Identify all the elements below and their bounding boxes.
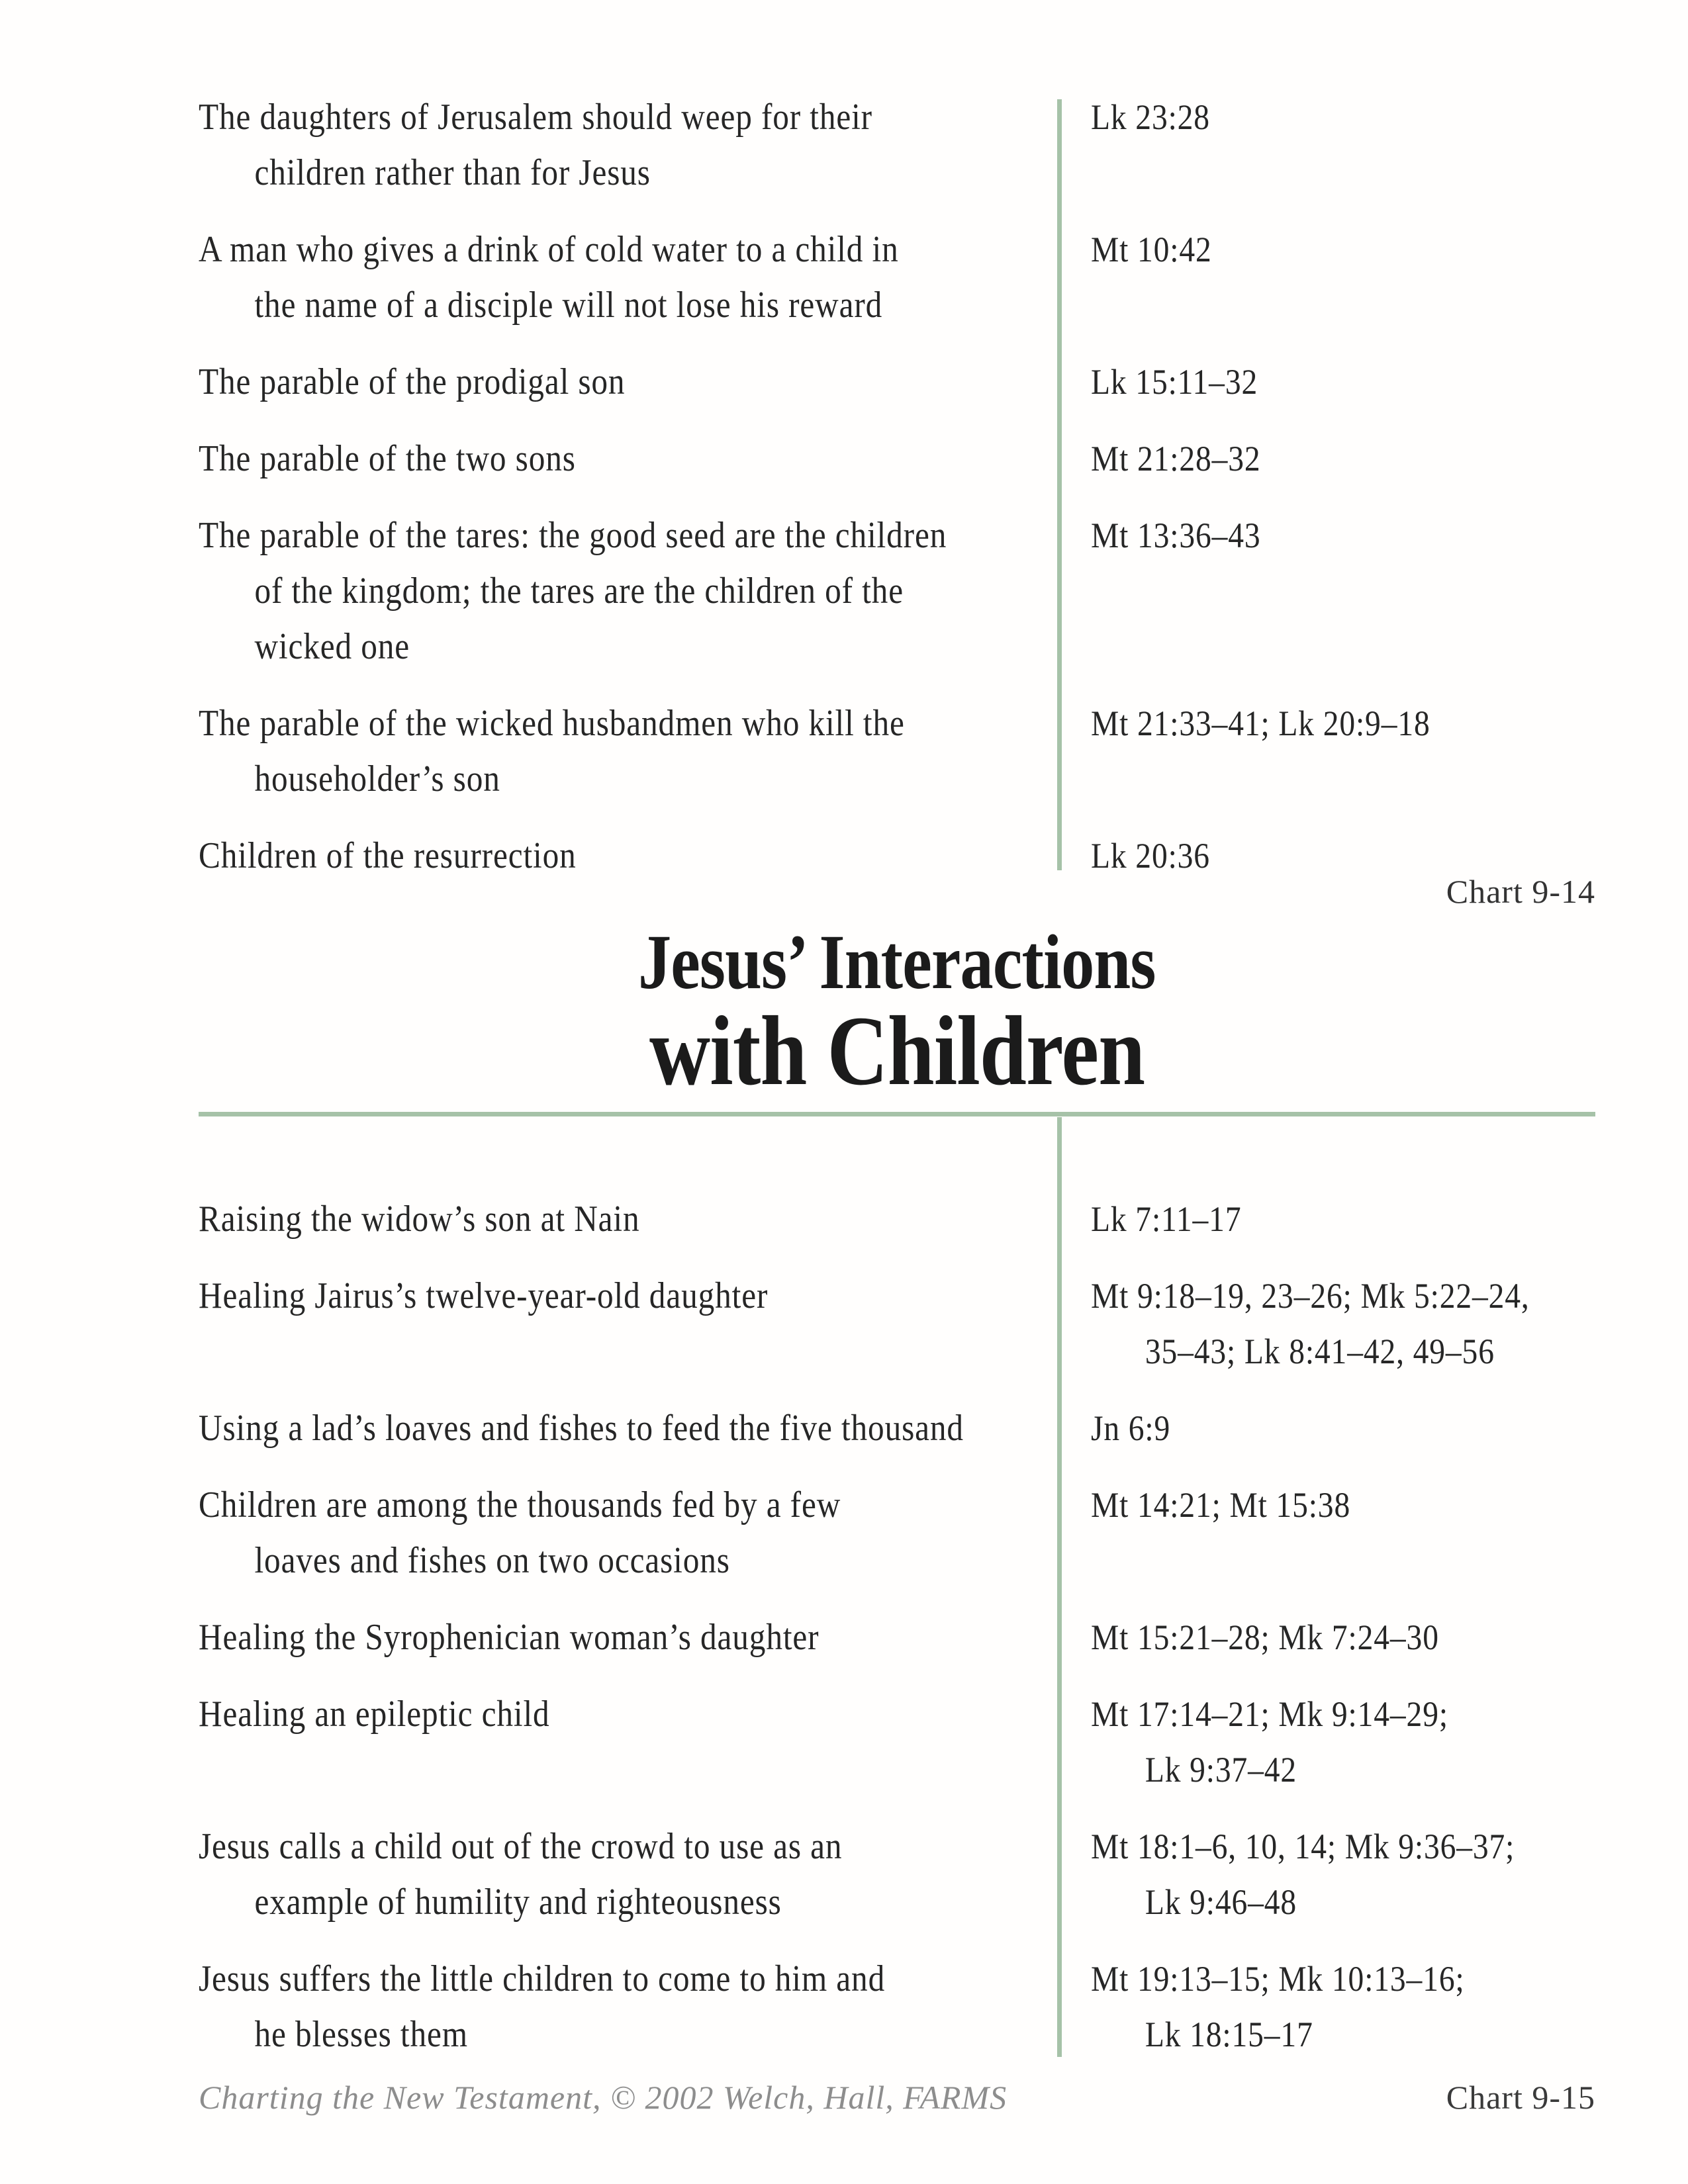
description-line: children rather than for Jesus (254, 152, 651, 193)
reference-line: Mt 21:33–41; Lk 20:9–18 (1091, 704, 1430, 743)
copyright-text: Charting the New Testament, © 2002 Welch, Hall, FARMS (199, 2079, 1008, 2116)
reference-line: Mt 9:18–19, 23–26; Mk 5:22–24, (1091, 1276, 1530, 1316)
description-line: the name of a disciple will not lose his reward (254, 285, 883, 326)
description-line: Jesus suffers the little children to come to him and (199, 1958, 886, 1999)
reference-line: Mt 18:1–6, 10, 14; Mk 9:36–37; (1091, 1827, 1515, 1866)
description-line: householder’s son (254, 758, 500, 799)
column-divider (1057, 1117, 1062, 2057)
description-line: Healing an epileptic child (199, 1694, 550, 1735)
row-reference (1091, 1268, 1594, 1379)
table-row (199, 1477, 1595, 1588)
row-description (199, 1610, 1023, 1665)
description-line: Healing the Syrophenician woman’s daughter (199, 1617, 820, 1658)
row-reference (1091, 222, 1594, 277)
table-row (199, 89, 1595, 201)
row-description (199, 1268, 1023, 1324)
table-row (199, 222, 1595, 333)
chart-title-line-1: Jesus’ Interactions (638, 919, 1156, 1005)
row-description (199, 431, 1023, 486)
description-line: Children are among the thousands fed by a few (199, 1484, 841, 1525)
row-description (199, 1477, 1023, 1588)
reference-line: Mt 14:21; Mt 15:38 (1091, 1485, 1351, 1525)
row-reference (1091, 508, 1594, 563)
row-reference (1091, 1819, 1594, 1930)
row-reference (1091, 431, 1594, 486)
table-row (199, 508, 1595, 674)
row-description (199, 1191, 1023, 1247)
reference-line: Jn 6:9 (1091, 1408, 1171, 1448)
table-row (199, 1686, 1595, 1797)
chart-title-line-2: with Children (649, 996, 1145, 1106)
reference-line: Lk 18:15–17 (1145, 2015, 1313, 2054)
row-description (199, 1686, 1023, 1742)
reference-line: Lk 9:37–42 (1145, 1750, 1297, 1790)
chart-title (199, 919, 1595, 1106)
description-line: Using a lad’s loaves and fishes to feed the five thousand (199, 1408, 964, 1449)
reference-line: Mt 13:36–43 (1091, 516, 1261, 555)
description-line: he blesses them (254, 2014, 468, 2055)
description-line: Raising the widow’s son at Nain (199, 1199, 640, 1240)
row-description (199, 222, 1023, 333)
description-line: Healing Jairus’s twelve-year-old daughter (199, 1275, 769, 1316)
description-line: The parable of the wicked husbandmen who kill the (199, 703, 905, 744)
row-description (199, 354, 1023, 410)
column-divider (1057, 99, 1062, 870)
reference-line: Mt 21:28–32 (1091, 439, 1261, 478)
row-description (199, 696, 1023, 807)
table-row (199, 1610, 1595, 1665)
row-reference (1091, 89, 1594, 145)
row-reference (1091, 354, 1594, 410)
chart-9-14-label: Chart 9-14 (1446, 873, 1595, 910)
description-line: example of humility and righteousness (254, 1882, 782, 1923)
reference-line: Lk 15:11–32 (1091, 362, 1258, 402)
table-row (199, 1400, 1595, 1456)
table-row (199, 1268, 1595, 1379)
row-reference (1091, 1686, 1594, 1797)
table-row (199, 354, 1595, 410)
reference-line: Mt 17:14–21; Mk 9:14–29; (1091, 1694, 1448, 1734)
row-description (199, 1400, 1023, 1456)
table-row (199, 1951, 1595, 2062)
chart-9-14-table (199, 89, 1595, 905)
description-line: wicked one (254, 626, 410, 667)
reference-line: Lk 20:36 (1091, 836, 1210, 876)
row-description (199, 828, 1023, 884)
description-line: The parable of the two sons (199, 438, 576, 479)
description-line: Children of the resurrection (199, 835, 577, 876)
table-row (199, 696, 1595, 807)
reference-line: Mt 19:13–15; Mk 10:13–16; (1091, 1959, 1465, 1999)
row-reference (1091, 1400, 1594, 1456)
table-row (199, 828, 1595, 884)
table-row (199, 1819, 1595, 1930)
page-footer (199, 2078, 1595, 2116)
chart-9-15-label: Chart 9-15 (1446, 2079, 1595, 2116)
title-rule (199, 1112, 1595, 1116)
row-reference (1091, 1191, 1594, 1247)
description-line: Jesus calls a child out of the crowd to use as an (199, 1826, 843, 1867)
description-line: The daughters of Jerusalem should weep for their (199, 97, 872, 138)
description-line: The parable of the tares: the good seed are the children (199, 515, 947, 556)
row-reference (1091, 696, 1594, 751)
row-description (199, 1951, 1023, 2062)
table-row (199, 431, 1595, 486)
reference-line: Mt 15:21–28; Mk 7:24–30 (1091, 1617, 1439, 1657)
description-line: loaves and fishes on two occasions (254, 1540, 730, 1581)
description-line: of the kingdom; the tares are the children of the (254, 570, 904, 612)
row-description (199, 1819, 1023, 1930)
row-description (199, 89, 1023, 201)
reference-line: Lk 7:11–17 (1091, 1199, 1242, 1239)
chart-9-15-table (199, 1191, 1595, 2083)
reference-line: Mt 10:42 (1091, 230, 1212, 269)
description-line: The parable of the prodigal son (199, 361, 626, 402)
row-description (199, 508, 1023, 674)
reference-line: Lk 23:28 (1091, 97, 1210, 137)
row-reference (1091, 1477, 1594, 1533)
reference-line: Lk 9:46–48 (1145, 1882, 1297, 1922)
reference-line: 35–43; Lk 8:41–42, 49–56 (1145, 1332, 1495, 1371)
table-row (199, 1191, 1595, 1247)
row-reference (1091, 1951, 1594, 2062)
row-reference (1091, 1610, 1594, 1665)
description-line: A man who gives a drink of cold water to a child in (199, 229, 899, 270)
